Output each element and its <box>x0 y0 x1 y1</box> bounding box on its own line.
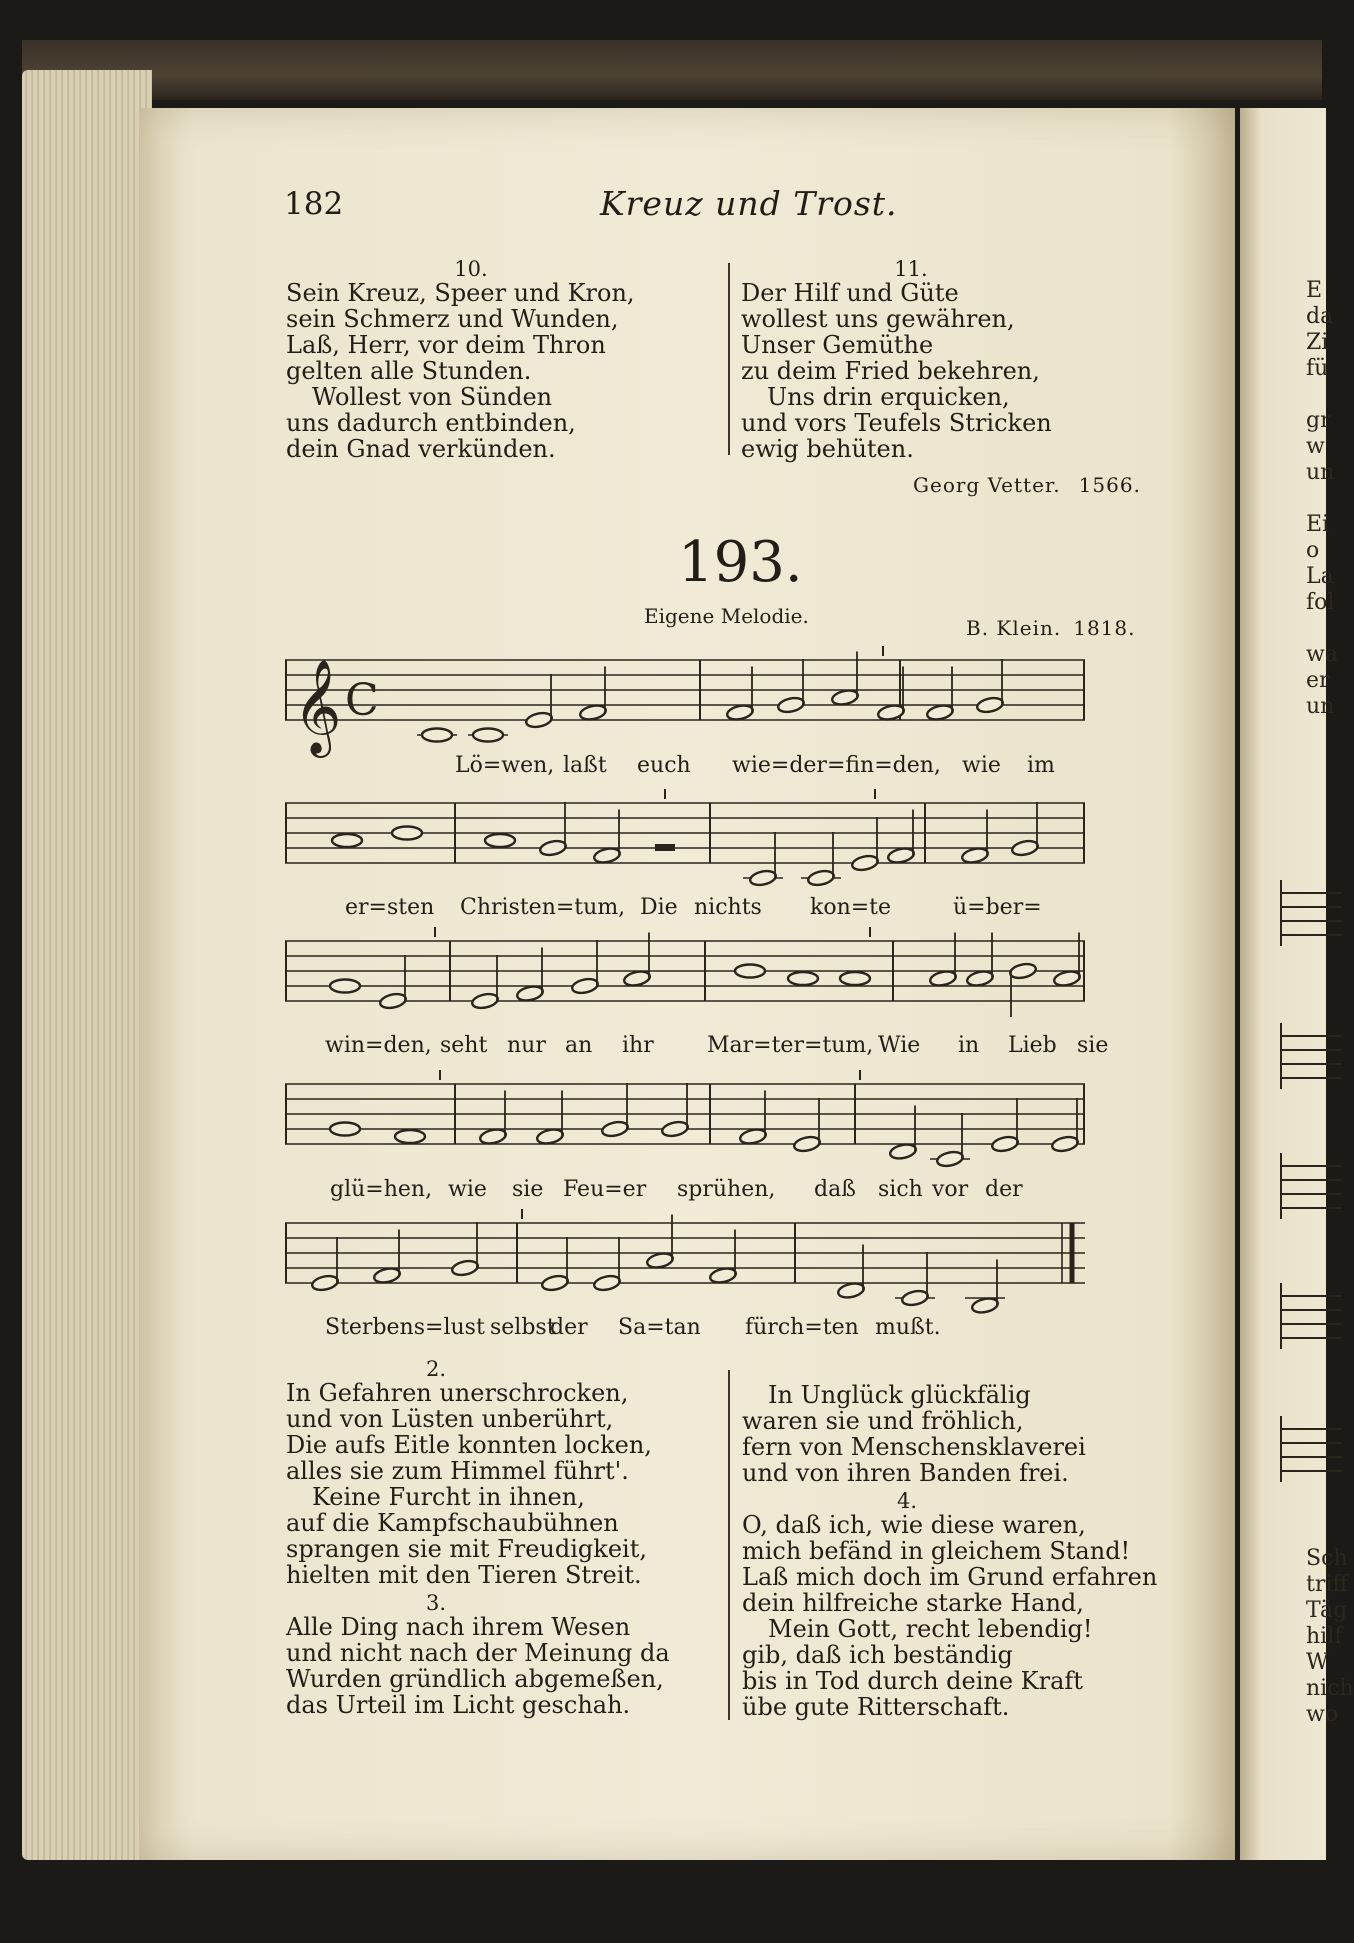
half-note <box>451 1259 479 1277</box>
stanza-line: O, daß ich, wie diese waren, <box>742 1511 1086 1539</box>
half-note <box>661 1120 689 1138</box>
facing-text-fragment: triff <box>1306 1572 1349 1597</box>
facing-staff-fragment <box>1280 1023 1342 1089</box>
facing-text-fragment: un <box>1306 460 1335 485</box>
stanza-line: Sein Kreuz, Speer und Kron, <box>286 279 635 307</box>
lyric-syllable: selbst <box>490 1315 556 1340</box>
facing-text-fragment: wa <box>1306 642 1338 667</box>
lyric-syllable: ihr <box>622 1033 654 1058</box>
facing-text-fragment: w <box>1306 434 1325 459</box>
half-note <box>1009 962 1037 980</box>
half-note <box>851 854 879 872</box>
stanza-line: Der Hilf und Güte <box>741 279 959 307</box>
staff <box>285 1072 1085 1168</box>
lyric-syllable: wie <box>962 753 1001 778</box>
half-note <box>777 696 805 714</box>
facing-text-fragment: da <box>1306 304 1334 329</box>
half-note <box>936 1150 964 1168</box>
lyrics-row-2 <box>285 895 1085 923</box>
facing-text-fragment: Ei <box>1306 512 1330 537</box>
half-note <box>991 1135 1019 1153</box>
running-head: Kreuz und Trost. <box>600 184 898 223</box>
half-note <box>539 839 567 857</box>
half-rest <box>655 844 675 851</box>
music-system-3 <box>285 929 1085 1025</box>
lyric-syllable: Lieb <box>1008 1033 1057 1058</box>
whole-note <box>788 972 818 985</box>
lyric-syllable: sich <box>878 1177 923 1202</box>
stanza-line: alles sie zum Himmel führt'. <box>286 1457 629 1485</box>
stanza-line: und nicht nach der Meinung da <box>286 1639 670 1667</box>
facing-staff-fragment <box>1280 1153 1342 1219</box>
half-note <box>593 1274 621 1292</box>
half-note <box>516 984 544 1002</box>
stanza-line: In Unglück glückfälig <box>768 1381 1031 1409</box>
half-note <box>793 1135 821 1153</box>
lyric-syllable: Die <box>640 895 678 920</box>
stanza-number: 3. <box>425 1591 447 1615</box>
stanza-line: Keine Furcht in ihnen, <box>312 1483 585 1511</box>
stanza-line: Laß mich doch im Grund erfahren <box>742 1563 1158 1591</box>
author-credit <box>913 473 1141 497</box>
half-note <box>966 969 994 987</box>
stanza-line: dein hilfreiche starke Hand, <box>742 1589 1084 1617</box>
stanza-3 <box>286 1592 686 1718</box>
lyric-syllable: daß <box>814 1177 856 1202</box>
facing-text-fragment: Zi <box>1306 330 1329 355</box>
facing-staff-fragment <box>1280 880 1342 946</box>
lyrics-row-3 <box>285 1033 1109 1061</box>
stanza-line: hielten mit den Tieren Streit. <box>286 1561 642 1589</box>
stanza-line: sprangen sie mit Freudigkeit, <box>286 1535 647 1563</box>
stanza-line: Laß, Herr, vor deim Thron <box>286 331 606 359</box>
music-system-2 <box>285 791 1085 887</box>
lyric-syllable: kon=te <box>810 895 892 920</box>
half-note <box>976 696 1004 714</box>
lyric-syllable: Mar=ter=tum, <box>707 1033 874 1058</box>
stanza-line: auf die Kampfschaubühnen <box>286 1509 619 1537</box>
facing-staff-fragment <box>1280 1416 1342 1482</box>
stanza-number: 2. <box>425 1357 447 1381</box>
staff <box>285 929 1085 1025</box>
stanza-line: übe gute Ritterschaft. <box>742 1693 1010 1721</box>
lyric-syllable: nur <box>507 1033 546 1058</box>
lyrics-row-5 <box>285 1315 1085 1343</box>
half-note <box>831 688 859 706</box>
whole-note <box>485 834 515 847</box>
lyric-syllable: wie=der=fin=den, <box>732 753 941 778</box>
lyric-syllable: sprühen, <box>677 1177 776 1202</box>
stanza-line: Alle Ding nach ihrem Wesen <box>286 1613 631 1641</box>
stanza-line: uns dadurch entbinden, <box>286 409 576 437</box>
whole-note <box>395 1130 425 1143</box>
music-system-1 <box>285 648 1085 754</box>
half-note <box>1053 969 1081 987</box>
lyric-syllable: er=sten <box>345 895 435 920</box>
facing-text-fragment: fol <box>1306 590 1335 615</box>
stanza-10 <box>286 258 656 462</box>
half-note <box>1011 839 1039 857</box>
stanza-2 <box>286 1358 686 1588</box>
staff <box>285 791 1085 887</box>
stanza-3-continued <box>742 1382 1142 1486</box>
half-note <box>579 703 607 721</box>
half-note <box>373 1266 401 1284</box>
stanza-line: und vors Teufels Stricken <box>741 409 1052 437</box>
stanza-line: In Gefahren unerschrocken, <box>286 1379 629 1407</box>
lyric-syllable: laßt <box>563 753 607 778</box>
half-note <box>971 1296 999 1314</box>
lyrics-row-4 <box>285 1177 1085 1205</box>
facing-text-fragment: wo <box>1306 1702 1339 1727</box>
lyric-syllable: in <box>958 1033 980 1058</box>
composer-name: B. Klein. <box>966 616 1062 640</box>
half-note <box>525 711 553 729</box>
lyric-syllable: nichts <box>694 895 762 920</box>
stanza-line: Wurden gründlich abgemeßen, <box>286 1665 664 1693</box>
lyric-syllable: an <box>565 1033 593 1058</box>
lyric-syllable: Lö=wen, <box>455 753 555 778</box>
whole-note <box>330 980 360 993</box>
half-note <box>807 869 835 887</box>
half-note <box>601 1120 629 1138</box>
half-note <box>726 703 754 721</box>
stanza-line: bis in Tod durch deine Kraft <box>742 1667 1083 1695</box>
music-system-5 <box>285 1211 1085 1307</box>
stanza-line: zu deim Fried bekehren, <box>741 357 1040 385</box>
lyric-syllable: euch <box>637 753 691 778</box>
stanza-11 <box>741 258 1081 462</box>
whole-note <box>422 729 452 742</box>
facing-staff-fragment <box>1280 1283 1342 1349</box>
treble-clef: 𝄞 <box>293 659 342 754</box>
stanza-number: 11. <box>894 257 928 281</box>
facing-text-fragment: nich <box>1306 1676 1354 1701</box>
half-note <box>709 1266 737 1284</box>
half-note <box>471 992 499 1010</box>
lyric-syllable: glü=hen, <box>330 1177 433 1202</box>
book-top-edge <box>22 40 1322 100</box>
stanza-line: Mein Gott, recht lebendig! <box>768 1615 1093 1643</box>
common-time: C <box>345 675 379 726</box>
half-note <box>623 969 651 987</box>
whole-note <box>473 729 503 742</box>
lyric-syllable: win=den, <box>325 1033 432 1058</box>
lyric-syllable: der <box>985 1177 1023 1202</box>
half-note <box>1051 1135 1079 1153</box>
whole-note <box>332 834 362 847</box>
lyric-syllable: mußt. <box>875 1315 941 1340</box>
whole-note <box>735 965 765 978</box>
half-note <box>541 1274 569 1292</box>
facing-text-fragment: un <box>1306 694 1335 719</box>
author-name: Georg Vetter. <box>913 473 1061 497</box>
lyric-syllable: ü=ber= <box>953 895 1042 920</box>
half-note <box>837 1281 865 1299</box>
lyric-syllable: Sterbens=lust <box>325 1315 485 1340</box>
lyric-syllable: fürch=ten <box>745 1315 859 1340</box>
staff <box>285 648 1085 754</box>
whole-note <box>392 827 422 840</box>
lyric-syllable: der <box>550 1315 588 1340</box>
stanza-line: wollest uns gewähren, <box>741 305 1015 333</box>
stanza-line: und von Lüsten unberührt, <box>286 1405 614 1433</box>
lyric-syllable: wie <box>448 1177 487 1202</box>
stanza-line: Unser Gemüthe <box>741 331 934 359</box>
half-note <box>749 869 777 887</box>
stanza-line: gelten alle Stunden. <box>286 357 532 385</box>
facing-text-fragment: er <box>1306 668 1330 693</box>
lyric-syllable: Sa=tan <box>618 1315 701 1340</box>
facing-text-fragment: W <box>1306 1650 1329 1675</box>
half-note <box>739 1127 767 1145</box>
half-note <box>536 1127 564 1145</box>
half-note <box>929 969 957 987</box>
stanza-line: gib, daß ich beständig <box>742 1641 1013 1669</box>
stanza-line: Uns drin erquicken, <box>767 383 1010 411</box>
author-year: 1566. <box>1078 473 1141 497</box>
half-note <box>571 977 599 995</box>
lyric-syllable: Christen=tum, <box>460 895 626 920</box>
stanza-line: dein Gnad verkünden. <box>286 435 556 463</box>
stanza-4 <box>742 1489 1158 1721</box>
half-note <box>889 1142 917 1160</box>
stanza-line: ewig behüten. <box>741 435 914 463</box>
composer-credit <box>966 616 1136 640</box>
melody-note: Eigene Melodie. <box>644 604 809 628</box>
hymn-number: 193. <box>678 530 803 595</box>
half-note <box>593 846 621 864</box>
stanza-line: und von ihren Banden frei. <box>742 1459 1069 1487</box>
stanza-line: waren sie und fröhlich, <box>742 1407 1024 1435</box>
book-page <box>140 108 1235 1860</box>
stanza-line: mich befänd in gleichem Stand! <box>742 1537 1131 1565</box>
half-note <box>887 846 915 864</box>
half-note <box>901 1289 929 1307</box>
stanza-line: fern von Menschensklaverei <box>742 1433 1086 1461</box>
column-divider <box>728 263 730 455</box>
facing-text-fragment: hilf <box>1306 1624 1343 1649</box>
stanza-line: Wollest von Sünden <box>312 383 553 411</box>
facing-text-fragment: fü <box>1306 356 1329 381</box>
staff <box>285 1211 1085 1307</box>
lyric-syllable: Feu=er <box>563 1177 647 1202</box>
lyric-syllable: im <box>1027 753 1055 778</box>
composer-year: 1818. <box>1073 616 1136 640</box>
lyrics-row-1 <box>285 753 1085 781</box>
page-number: 182 <box>284 186 344 222</box>
facing-text-fragment: gr <box>1306 408 1331 433</box>
stanza-line: das Urteil im Licht geschah. <box>286 1691 631 1719</box>
stanza-number: 10. <box>454 257 488 281</box>
half-note <box>926 703 954 721</box>
facing-text-fragment: La <box>1306 564 1334 589</box>
facing-text-fragment: Sch <box>1306 1546 1348 1571</box>
half-note <box>646 1251 674 1269</box>
stanza-line: sein Schmerz und Wunden, <box>286 305 619 333</box>
book-page-edges <box>22 70 152 1860</box>
whole-note <box>330 1123 360 1136</box>
facing-text-fragment: E <box>1306 278 1323 303</box>
facing-text-fragment: o <box>1306 538 1320 563</box>
music-system-4 <box>285 1072 1085 1168</box>
facing-text-fragment: Täg <box>1306 1598 1348 1623</box>
facing-page-edge <box>1240 108 1354 1860</box>
stanza-line: Die aufs Eitle konnten locken, <box>286 1431 652 1459</box>
lyric-syllable: sie <box>1077 1033 1109 1058</box>
lyric-syllable: seht <box>440 1033 488 1058</box>
column-divider <box>728 1370 730 1720</box>
half-note <box>961 846 989 864</box>
lyric-syllable: Wie <box>878 1033 921 1058</box>
lyric-syllable: sie <box>512 1177 544 1202</box>
stanza-number: 4. <box>896 1489 918 1513</box>
half-note <box>379 992 407 1010</box>
lyric-syllable: vor <box>932 1177 969 1202</box>
whole-note <box>840 972 870 985</box>
half-note <box>479 1127 507 1145</box>
half-note <box>311 1274 339 1292</box>
